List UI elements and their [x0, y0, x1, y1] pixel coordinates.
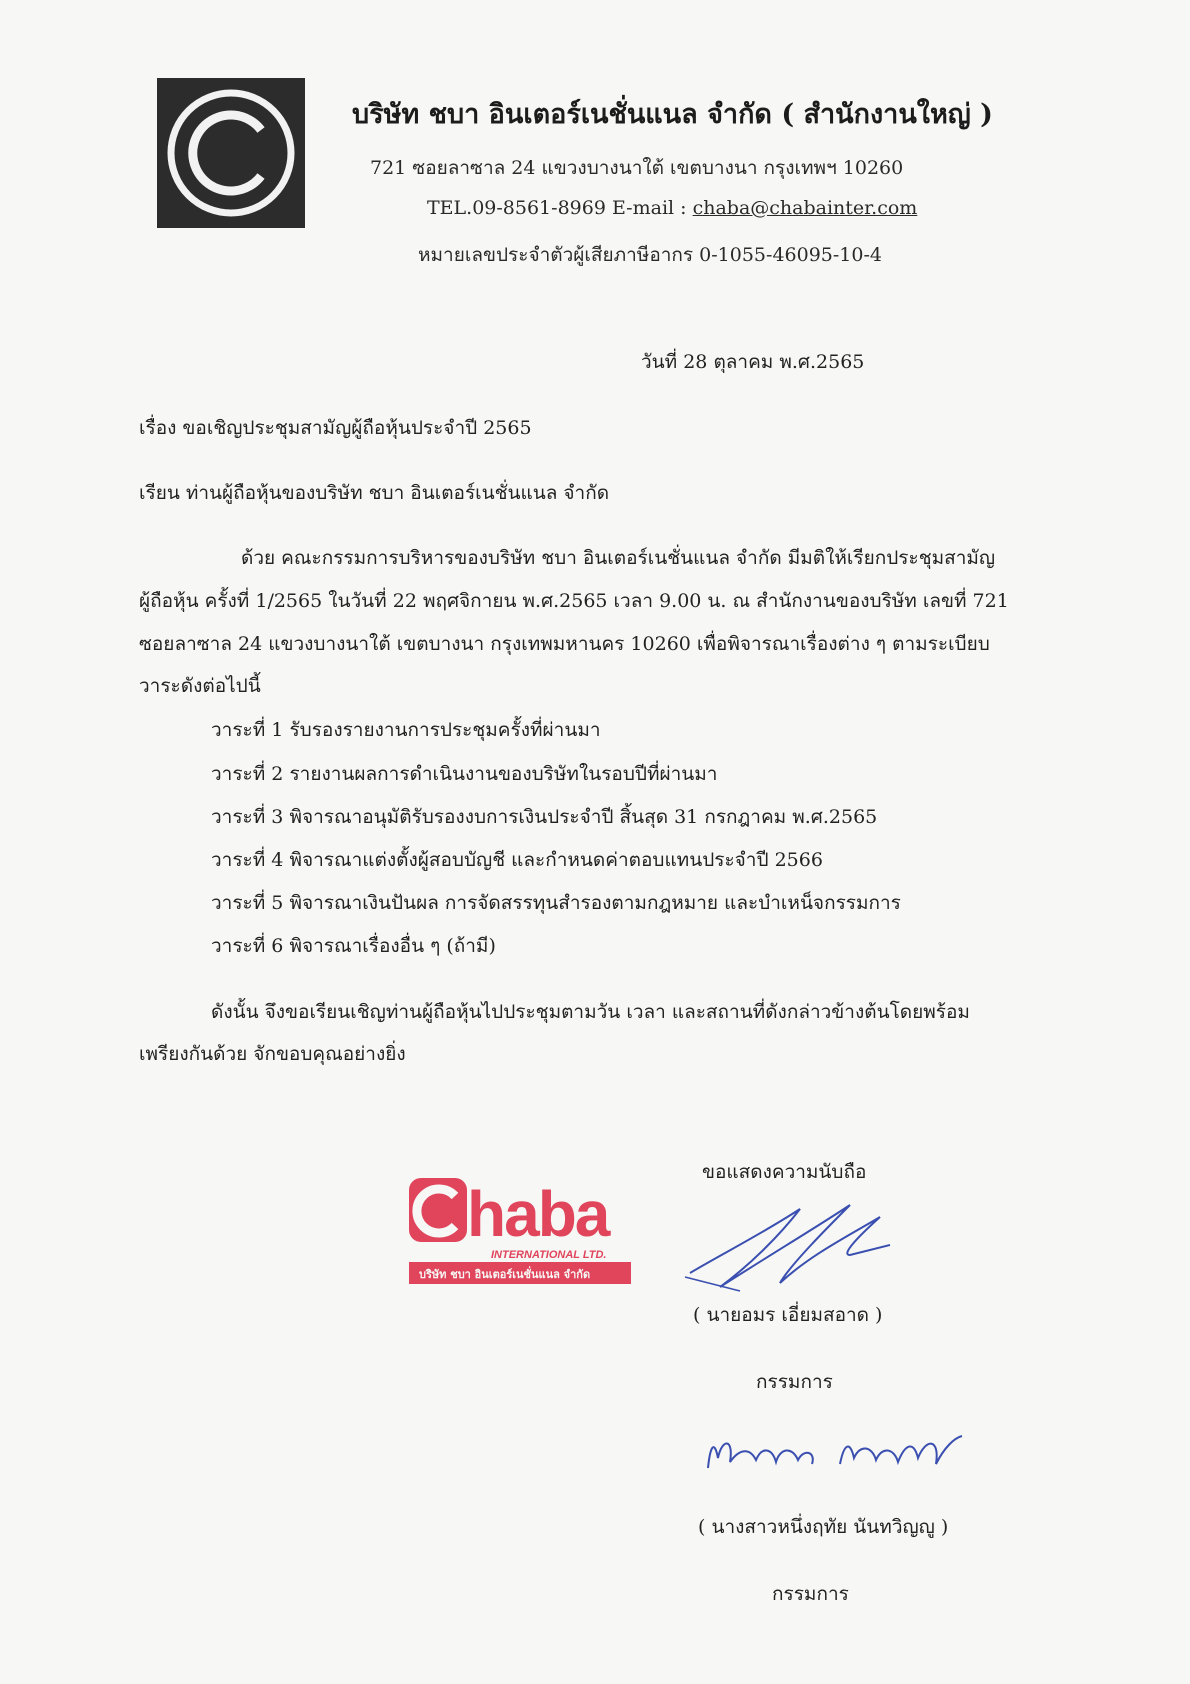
signer-title-2: กรรมการ	[772, 1583, 849, 1605]
body-line: วาระดังต่อไปนี้	[139, 675, 261, 697]
body-line: ซอยลาซาล 24 แขวงบางนาใต้ เขตบางนา กรุงเทพมหานคร 10260 เพื่อพิจารณาเรื่องต่าง ๆ ตามระเบียบ	[139, 633, 990, 655]
company-logo	[157, 78, 305, 228]
signature-2	[700, 1418, 970, 1488]
agenda-item: วาระที่ 6 พิจารณาเรื่องอื่น ๆ (ถ้ามี)	[211, 935, 496, 957]
closing-line: ดังนั้น จึงขอเรียนเชิญท่านผู้ถือหุ้นไปประชุมตามวัน เวลา และสถานที่ดังกล่าวข้างต้นโดยพร้อม	[211, 1001, 970, 1023]
copyright-c-icon	[157, 78, 305, 228]
body-line: ผู้ถือหุ้น ครั้งที่ 1/2565 ในวันที่ 22 พฤศจิกายน พ.ศ.2565 เวลา 9.00 น. ณ สำนักงานของบริษัท เลขที่ 721	[139, 590, 1009, 612]
letter-subject: เรื่อง ขอเชิญประชุมสามัญผู้ถือหุ้นประจำปี 2565	[139, 417, 532, 439]
agenda-item: วาระที่ 3 พิจารณาอนุมัติรับรองงบการเงินประจำปี สิ้นสุด 31 กรกฎาคม พ.ศ.2565	[211, 806, 878, 828]
svg-text:INTERNATIONAL LTD.: INTERNATIONAL LTD.	[491, 1249, 607, 1261]
agenda-item: วาระที่ 2 รายงานผลการดำเนินงานของบริษัทในรอบปีที่ผ่านมา	[211, 763, 718, 785]
company-contact	[427, 197, 917, 219]
company-name: บริษัท ชบา อินเตอร์เนชั่นแนล จำกัด ( สำนักงานใหญ่ )	[352, 99, 993, 130]
company-address: 721 ซอยลาซาล 24 แขวงบางนาใต้ เขตบางนา กรุงเทพฯ 10260	[370, 157, 904, 179]
signature-1	[680, 1195, 920, 1300]
chaba-stamp-logo	[405, 1172, 635, 1292]
closing-line: เพรียงกันด้วย จักขอบคุณอย่างยิ่ง	[139, 1043, 406, 1065]
letter-date: วันที่ 28 ตุลาคม พ.ศ.2565	[641, 351, 865, 373]
svg-text:haba: haba	[467, 1178, 609, 1250]
tax-id: หมายเลขประจำตัวผู้เสียภาษีอากร 0-1055-46095-10-4	[418, 244, 882, 266]
email-link[interactable]: chaba@chabainter.com	[692, 197, 918, 219]
agenda-item: วาระที่ 5 พิจารณาเงินปันผล การจัดสรรทุนสำรองตามกฎหมาย และบำเหน็จกรรมการ	[211, 892, 901, 914]
agenda-item: วาระที่ 4 พิจารณาแต่งตั้งผู้สอบบัญชี และกำหนดค่าตอบแทนประจำปี 2566	[211, 849, 823, 871]
signer-title-1: กรรมการ	[756, 1371, 833, 1393]
signer-name-1: ( นายอมร เอี่ยมสอาด )	[693, 1304, 883, 1326]
body-line: ด้วย คณะกรรมการบริหารของบริษัท ชบา อินเตอร์เนชั่นแนล จำกัด มีมติให้เรียกประชุมสามัญ	[241, 547, 996, 569]
agenda-item: วาระที่ 1 รับรองรายงานการประชุมครั้งที่ผ่านมา	[211, 719, 601, 741]
signer-name-2: ( นางสาวหนึ่งฤทัย นันทวิญญู )	[698, 1516, 949, 1538]
svg-text:บริษัท ชบา อินเตอร์เนชั่นแนล จ: บริษัท ชบา อินเตอร์เนชั่นแนล จำกัด	[419, 1268, 591, 1281]
respect-closing: ขอแสดงความนับถือ	[702, 1161, 867, 1183]
telephone: TEL.09-8561-8969 E-mail :	[427, 197, 693, 219]
letter-recipient: เรียน ท่านผู้ถือหุ้นของบริษัท ชบา อินเตอร์เนชั่นแนล จำกัด	[139, 482, 610, 504]
company-stamp	[405, 1172, 635, 1292]
